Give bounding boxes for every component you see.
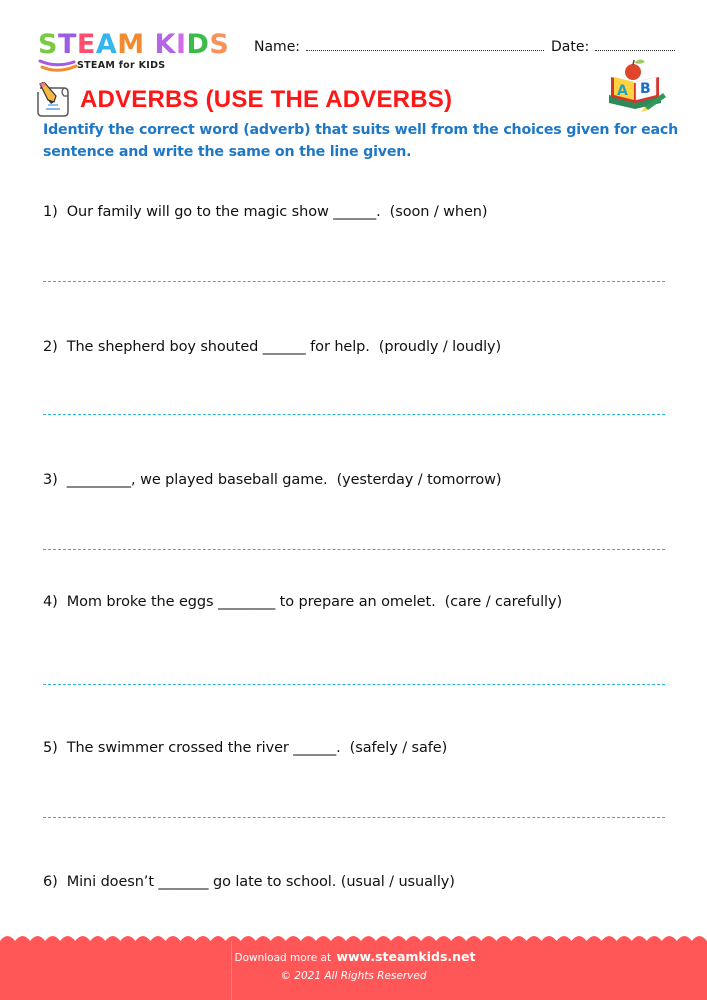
- name-blank[interactable]: [306, 38, 544, 51]
- svg-text:A: A: [617, 83, 628, 99]
- logo-letter: T: [57, 29, 77, 60]
- question-2: 2) The shepherd boy shouted ______ for help. (proudly / loudly): [43, 339, 502, 355]
- logo-letter: M: [117, 29, 145, 60]
- question-1: 1) Our family will go to the magic show ______. (soon / when): [43, 204, 488, 220]
- date-blank[interactable]: [595, 38, 675, 51]
- answer-line-1[interactable]: [43, 281, 665, 282]
- download-prefix: Download more at: [234, 952, 332, 964]
- question-3: 3) _________, we played baseball game. (yesterday / tomorrow): [43, 472, 502, 488]
- worksheet-title: ADVERBS (USE THE ADVERBS): [80, 86, 453, 113]
- logo-tagline: STEAM for KIDS: [77, 60, 166, 71]
- date-field[interactable]: [551, 38, 675, 55]
- logo-swoosh-icon: [38, 58, 78, 74]
- logo-wordmark: [38, 30, 229, 60]
- answer-line-3[interactable]: [43, 549, 665, 550]
- name-field[interactable]: [254, 38, 544, 55]
- question-6: 6) Mini doesn’t _______ go late to school. (usual / usually): [43, 874, 455, 890]
- logo-letter: K: [154, 29, 176, 60]
- steam-kids-logo: [38, 30, 238, 75]
- logo-letter: [145, 30, 155, 60]
- answer-line-2[interactable]: [43, 414, 665, 415]
- date-label: Date:: [551, 39, 590, 55]
- pencil-paper-icon: [34, 82, 72, 118]
- answer-line-4[interactable]: [43, 684, 665, 685]
- website-link[interactable]: www.steamkids.net: [336, 949, 476, 964]
- answer-line-5[interactable]: [43, 817, 665, 818]
- footer-text: [0, 949, 707, 982]
- logo-letter: I: [175, 29, 187, 60]
- name-label: Name:: [254, 39, 301, 55]
- question-4: 4) Mom broke the eggs ________ to prepare an omelet. (care / carefully): [43, 594, 563, 610]
- logo-letter: S: [209, 29, 230, 60]
- logo-letter: E: [76, 29, 96, 60]
- logo-letter: S: [38, 29, 58, 60]
- logo-letter: A: [95, 29, 118, 60]
- worksheet-title-row: [34, 80, 452, 120]
- instructions: Identify the correct word (adverb) that suits well from the choices given for each sentence and write the same on the line given.: [43, 122, 678, 160]
- logo-letter: D: [186, 29, 210, 60]
- question-5: 5) The swimmer crossed the river ______. (safely / safe): [43, 740, 448, 756]
- abc-book-apple-icon: [603, 57, 667, 112]
- svg-text:B: B: [640, 81, 651, 97]
- copyright: © 2021 All Rights Reserved: [280, 970, 427, 982]
